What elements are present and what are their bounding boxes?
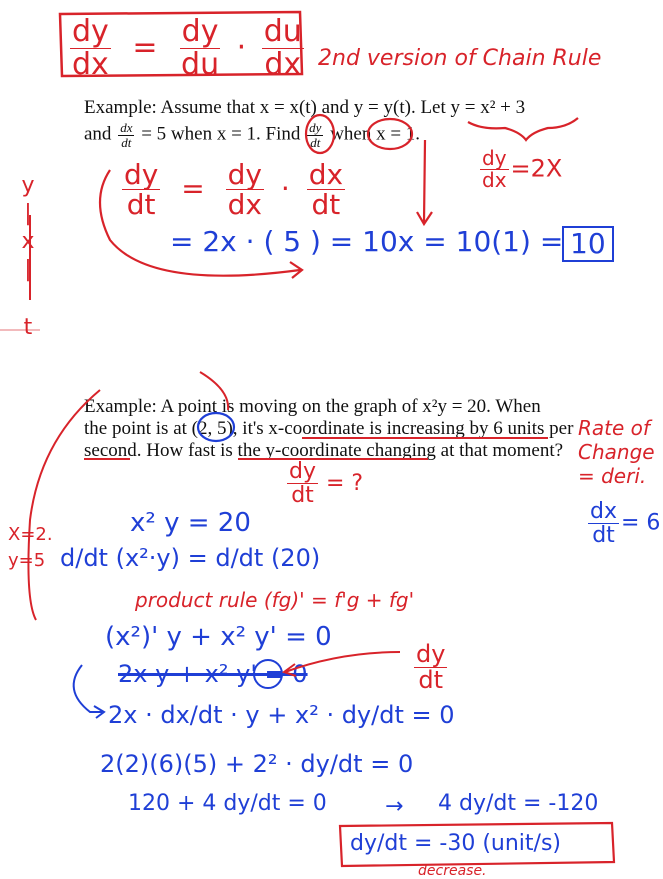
dy-dt-question: $\frac{dy}{dt}$ = ? bbox=[289, 459, 364, 509]
dy-dt-label: $\frac{dy}{dt}$ bbox=[416, 640, 446, 695]
formula-box bbox=[60, 12, 302, 76]
chain-rule-formula: $\frac{dy}{dx}$ = $\frac{dy}{du}$ · $\frac{du}{dx}$ bbox=[72, 14, 302, 82]
product-rule-note: product rule (fg)' = f'g + fg' bbox=[135, 588, 415, 612]
circle-dy-dt bbox=[306, 115, 334, 153]
final-answer-box: dy/dt = -30 (unit/s) bbox=[350, 831, 561, 856]
equation-5: 2x · dx/dt · y + x² · dy/dt = 0 bbox=[108, 701, 455, 729]
equation-6: 2(2)(6)(5) + 2² · dy/dt = 0 bbox=[100, 750, 414, 778]
variable-chain: y | x | t bbox=[21, 173, 35, 340]
circle-x-equals-1 bbox=[368, 119, 412, 149]
rate-of-change-note: Rate of Change = deri. bbox=[578, 416, 655, 488]
dy-dx-fraction: $\frac{dy}{dx}$ bbox=[72, 14, 109, 82]
equation-7b: 4 dy/dt = -120 bbox=[438, 791, 599, 816]
arrow-implies: → bbox=[385, 794, 404, 819]
arrow-down bbox=[417, 140, 432, 224]
example2-line3: second. How fast is the y-coordinate changing at that moment? bbox=[84, 440, 564, 461]
example1-line1: Example: Assume that x = x(t) and y = y(t). Let y = x² + 3 bbox=[84, 97, 526, 118]
example1-computation: = 2x · ( 5 ) = 10x = 10(1) = bbox=[170, 225, 564, 258]
example1-line2: and $\frac{dx}{dt}$ = 5 when x = 1. Find $\frac{dy}{dt}$ when x = 1. bbox=[84, 120, 421, 150]
chain-rule-note: 2nd version of Chain Rule bbox=[318, 46, 602, 71]
left-curve bbox=[28, 390, 100, 620]
equation-3: (x²)' y + x² y' = 0 bbox=[105, 622, 332, 652]
dy-dx-derivative: $\frac{dy}{dx}$ =2X bbox=[482, 146, 563, 192]
loop-arrow-2 bbox=[74, 665, 104, 718]
equation-7a: 120 + 4 dy/dt = 0 bbox=[128, 791, 327, 816]
example2-line1: Example: A point is moving on the graph of x²y = 20. When bbox=[84, 396, 541, 417]
dx-dt-given: $\frac{dx}{dt}$ = 6 bbox=[590, 499, 661, 549]
equation-4-struck: 2x y + x² y' = 0 bbox=[118, 660, 308, 688]
du-dx-fraction: $\frac{du}{dx}$ bbox=[263, 14, 302, 82]
example2-line2: the point is at (2, 5), it's x-coordinate is increasing by 6 units per bbox=[84, 418, 574, 439]
example1-chain-rule: $\frac{dy}{dt}$ = $\frac{dy}{dx}$ · $\frac{dx}{dt}$ bbox=[124, 158, 344, 222]
loop-arrow bbox=[100, 170, 302, 278]
equation-2: d/dt (x²·y) = d/dt (20) bbox=[60, 544, 321, 572]
given-point: X=2. y=5 bbox=[8, 524, 53, 571]
brace-mark bbox=[468, 118, 578, 140]
decrease-note: decrease. bbox=[418, 863, 487, 879]
example1-answer-box: 10 bbox=[562, 226, 614, 262]
dy-du-fraction: $\frac{dy}{du}$ bbox=[181, 14, 220, 82]
final-box bbox=[340, 823, 614, 866]
equation-1: x² y = 20 bbox=[130, 508, 251, 538]
circle-point bbox=[198, 413, 234, 441]
